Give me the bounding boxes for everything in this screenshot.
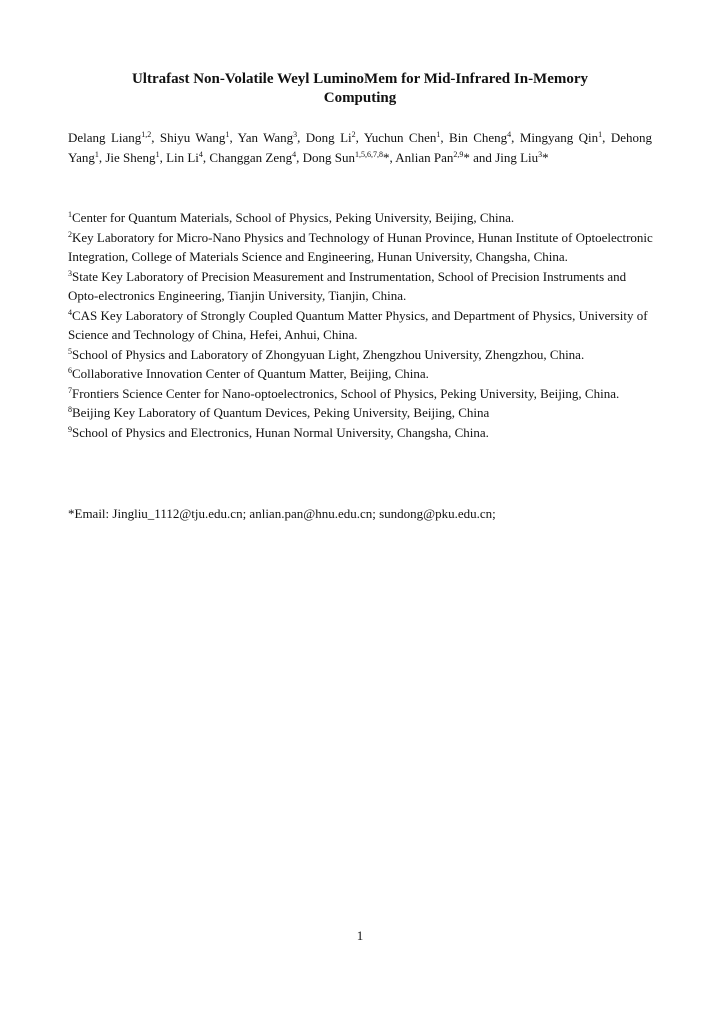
affiliation [68,364,658,384]
paper-title [68,70,652,108]
author-name: Yan Wang [237,130,294,145]
affiliation-number: 8 [68,405,72,414]
author [160,130,230,145]
author-name: Anlian Pan [395,149,454,165]
author [495,150,548,165]
author-affiliation-ref: 1 [436,130,441,139]
author-name: Yuchun Chen [363,130,437,145]
affiliation-text: Key Laboratory for Micro-Nano Physics and Technology of Hunan Province, Hunan Institute of Optoelectronic Integration, College of Materials Science and Engineering, Hunan University, Changsha, China. [68,229,653,264]
affiliation-number: 2 [68,229,72,239]
author-affiliation-ref: 4 [507,130,512,139]
author-name: Bin Cheng [449,130,508,145]
author-affiliation-ref: 3 [293,130,298,139]
author-affiliation-ref: 1 [225,130,230,139]
corresponding-mark: * [463,149,470,165]
author-name: Dehong Yang [68,130,652,165]
affiliation-text: School of Physics and Electronics, Hunan Normal University, Changsha, China. [72,424,489,440]
author [520,130,602,145]
author [306,130,356,145]
author [395,150,470,165]
author-name: Jie Sheng [105,149,156,165]
author [364,130,441,145]
author [68,130,151,145]
affiliation [68,267,658,306]
paper-title-line-1: Ultrafast Non-Volatile Weyl LuminoMem for Mid-Infrared In-Memory [131,71,589,87]
corresponding-email: *Email: Jingliu_1112@tju.edu.cn; anlian.pan@hnu.edu.cn; sundong@pku.edu.cn; [68,506,496,521]
author-affiliation-ref: 4 [198,149,203,159]
author [166,150,203,165]
affiliation [68,306,658,345]
author-affiliation-ref: 1,2 [141,130,152,139]
author-affiliation-ref: 1 [155,149,160,159]
author-name: Dong Li [305,130,352,145]
author [209,150,296,165]
affiliation-text: Frontiers Science Center for Nano-optoelectronics, School of Physics, Peking University, Beijing, China. [72,385,620,401]
affiliation-number: 3 [68,268,72,278]
affiliation-number: 6 [68,366,72,375]
author-affiliation-ref: 4 [292,149,297,159]
author-name: Dong Sun [302,149,355,165]
affiliation-number: 9 [68,424,72,434]
page-number: 1 [356,928,364,943]
affiliation [68,345,658,365]
affiliation [68,384,658,404]
affiliation [68,228,658,267]
affiliation [68,423,658,443]
affiliation-text: State Key Laboratory of Precision Measurement and Instrumentation, School of Precision Instruments and Opto-electronics Engineering, Tianjin University, Tianjin, China. [68,268,627,303]
affiliation-number: 5 [68,346,72,356]
author-name: Mingyang Qin [519,130,599,145]
affiliation-number: 7 [68,385,72,395]
affiliation [68,403,658,423]
author-name: Jing Liu [495,149,539,165]
affiliation-list [68,208,658,442]
affiliation-number: 1 [68,210,72,219]
author-list: Delang Liang$^{1,2}$, Shiyu Wang$^1$, Yan Wang$^3$, Dong Li$^2$, Yuchun Chen$^1$, Bin Cheng$^4$, Mingyang Qin$^1$, Dehong Yang$^1$, Jie Sheng$^1$, Lin Li$^4$, Changgan Zeng$^4$, Dong Sun$^{1,5,6,7,8}$*, Anlian Pan$^{2,9}$* and Jing Liu$^3$* [68,130,652,165]
author-affiliation-ref: 2,9 [453,149,464,159]
affiliation-text: Beijing Key Laboratory of Quantum Devices, Peking University, Beijing, China [72,405,490,420]
affiliation-text: School of Physics and Laboratory of Zhongyuan Light, Zhengzhou University, Zhengzhou, China. [72,346,585,362]
author [303,150,390,165]
author-affiliation-ref: 3 [538,149,543,159]
corresponding-mark: * [382,149,390,165]
author-name: Changgan Zeng [209,149,293,165]
affiliation [68,208,658,228]
affiliation-number: 4 [68,307,72,317]
corresponding-mark: * [542,149,549,165]
author [105,150,159,165]
author-affiliation-ref: 2 [351,130,356,139]
author [449,130,511,145]
affiliation-text: CAS Key Laboratory of Strongly Coupled Quantum Matter Physics, and Department of Physics, University of Science and Technology of China, Hefei, Anhui, China. [68,307,648,342]
author-name: Lin Li [166,149,199,165]
affiliation-text: Collaborative Innovation Center of Quantum Matter, Beijing, China. [72,366,429,381]
author-affiliation-ref: 1,5,6,7,8 [354,149,383,159]
author-affiliation-ref: 1 [598,130,603,139]
author [238,130,298,145]
author-name: Delang Liang [68,130,142,145]
paper-title-line-2: Computing [323,90,397,106]
author-affiliation-ref: 1 [94,149,99,159]
affiliation-text: Center for Quantum Materials, School of Physics, Peking University, Beijing, China. [72,210,515,225]
author-name: Shiyu Wang [159,130,226,145]
